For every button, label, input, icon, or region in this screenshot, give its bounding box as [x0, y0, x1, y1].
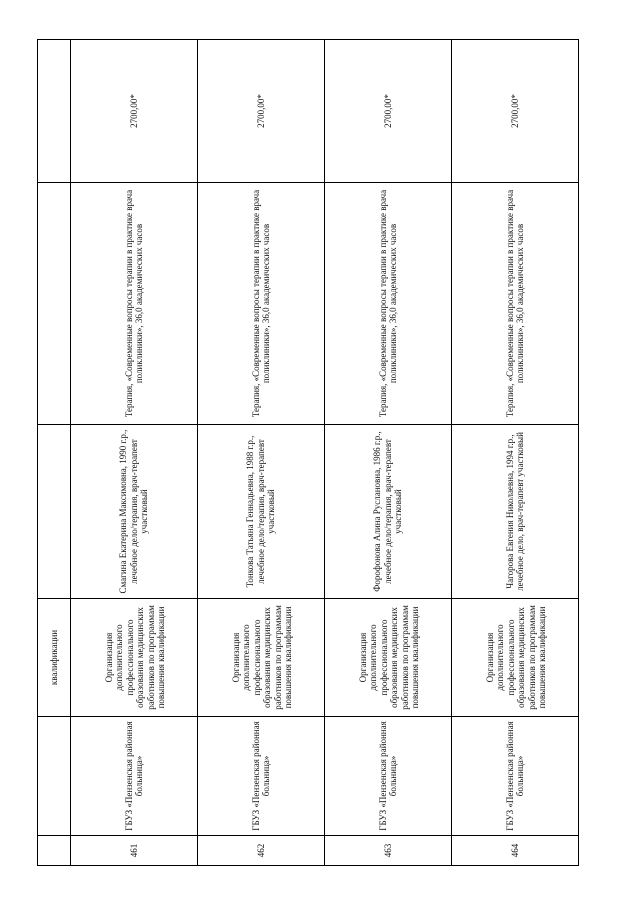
- organization-cell: ГБУЗ «Пензенская районная больница»: [71, 717, 198, 836]
- activity-kind-cell: Организация дополнительного профессионального образования медицинских работников по программам повышения квалификации: [71, 599, 198, 717]
- course-cell: Терапия, «Современные вопросы терапии в практике врача поликлиники», 36,0 академических часов: [325, 183, 452, 425]
- row-number: 463: [325, 836, 452, 866]
- table-row: [325, 40, 452, 866]
- employee-cell: Чагорова Евгения Николаевна, 1994 г.р., лечебное дело, врач-терапевт участковый: [452, 425, 579, 599]
- employee-cell: Смагина Екатерина Максимовна, 1990 г.р., лечебное дело/терапия, врач-терапевт участковый: [71, 425, 198, 599]
- continuation-row: [38, 40, 71, 866]
- cont-num-cell: [38, 836, 71, 866]
- course-cell: Терапия, «Современные вопросы терапии в практике врача поликлиники», 36,0 академических часов: [71, 183, 198, 425]
- cont-kind-cell: квалификации: [38, 599, 71, 717]
- table-row: [452, 40, 579, 866]
- table-row: [198, 40, 325, 866]
- cont-org-cell: [38, 717, 71, 836]
- cont-person-cell: [38, 425, 71, 599]
- row-number: 461: [71, 836, 198, 866]
- price-cell: 2700,00*: [71, 40, 198, 183]
- table-row: [71, 40, 198, 866]
- price-cell: 2700,00*: [325, 40, 452, 183]
- activity-kind-cell: Организация дополнительного профессионального образования медицинских работников по программам повышения квалификации: [452, 599, 579, 717]
- activity-kind-cell: Организация дополнительного профессионального образования медицинских работников по программам повышения квалификации: [198, 599, 325, 717]
- activity-kind-cell: Организация дополнительного профессионального образования медицинских работников по программам повышения квалификации: [325, 599, 452, 717]
- training-table: [37, 39, 579, 866]
- cont-price-cell: [38, 40, 71, 183]
- course-cell: Терапия, «Современные вопросы терапии в практике врача поликлиники», 36,0 академических часов: [198, 183, 325, 425]
- row-number: 462: [198, 836, 325, 866]
- course-cell: Терапия, «Современные вопросы терапии в практике врача поликлиники», 36,0 академических часов: [452, 183, 579, 425]
- organization-cell: ГБУЗ «Пензенская районная больница»: [452, 717, 579, 836]
- organization-cell: ГБУЗ «Пензенская районная больница»: [325, 717, 452, 836]
- price-cell: 2700,00*: [452, 40, 579, 183]
- cont-course-cell: [38, 183, 71, 425]
- price-cell: 2700,00*: [198, 40, 325, 183]
- employee-cell: Тонкова Татьяна Геннадьевна, 1988 г.р., лечебное дело/терапия, врач-терапевт участковый: [198, 425, 325, 599]
- row-number: 464: [452, 836, 579, 866]
- employee-cell: Форофонова Алина Руслановна, 1986 г.р., лечебное дело/терапия, врач-терапевт участковый: [325, 425, 452, 599]
- rotated-table-page: [37, 40, 564, 866]
- organization-cell: ГБУЗ «Пензенская районная больница»: [198, 717, 325, 836]
